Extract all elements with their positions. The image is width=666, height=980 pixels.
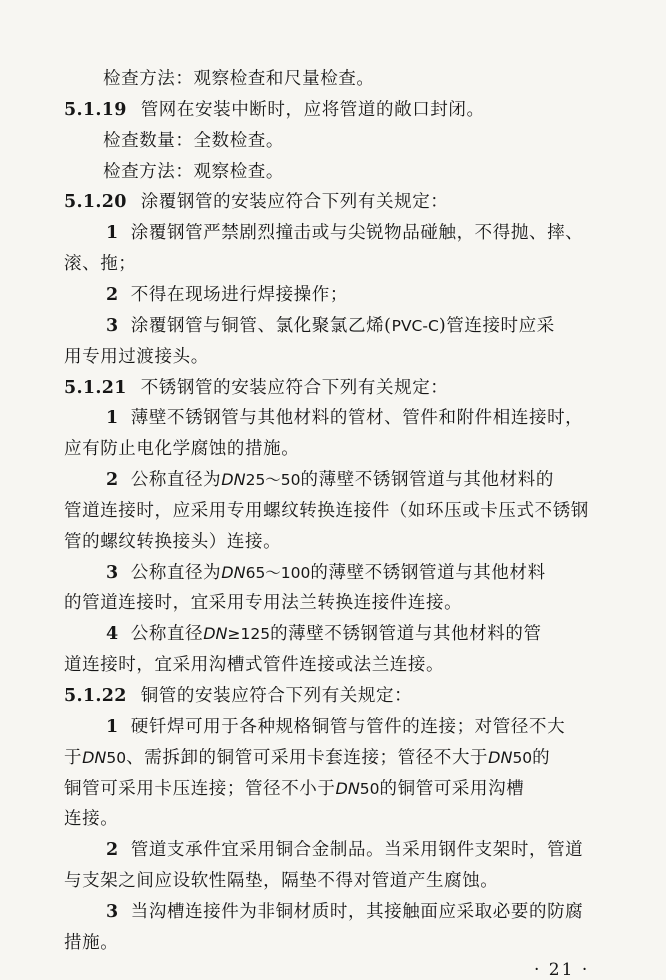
item-line: 3 当沟槽连接件为非铜材质时，其接触面应采取必要的防腐 [106,901,584,922]
dn-symbol: DN [203,624,228,644]
dn-symbol: DN [335,778,360,798]
page-number: · 21 · [534,959,590,980]
clause-5-1-19: 5.1.19 管网在安装中断时，应将管道的敞口封闭。 [64,99,485,120]
dn-symbol: DN [221,562,246,582]
text-line: 应有防止电化学腐蚀的措施。 [64,439,300,460]
text-line: 道连接时，宜采用沟槽式管件连接或法兰连接。 [64,655,445,676]
text-line: 与支架之间应设软性隔垫，隔垫不得对管道产生腐蚀。 [64,871,499,891]
item-line: 2 不得在现场进行焊接操作； [106,284,348,305]
clause-5-1-21: 5.1.21 不锈钢管的安装应符合下列有关规定： [64,377,449,398]
item-line: 1 硬钎焊可用于各种规格铜管与管件的连接；对管径不大 [106,716,566,737]
clause-number: 5.1.19 [64,99,127,120]
item-line: 4 公称直径DN≥125的薄壁不锈钢管道与其他材料的管 [106,624,542,645]
text-line: 检查数量：全数检查。 [103,130,284,151]
dn-symbol: DN [488,747,513,767]
item-number: 1 [106,223,119,244]
clause-number: 5.1.22 [64,685,127,706]
clause-number: 5.1.20 [64,192,127,213]
item-line: 1 涂覆钢管严禁剧烈撞击或与尖锐物品碰触，不得抛、摔、 [106,223,584,244]
text-line: 铜管可采用卡压连接；管径不小于DN50的铜管可采用沟槽 [64,778,525,799]
text-line: 于DN50、需拆卸的铜管可采用卡套连接；管径不大于DN50的 [64,747,551,768]
item-number: 2 [106,840,119,861]
item-line: 2 公称直径为DN25～50的薄壁不锈钢管道与其他材料的 [106,470,554,490]
dn-symbol: DN [221,470,246,489]
text-line: 管的螺纹转换接头）连接。 [64,531,282,552]
clause-number: 5.1.21 [64,377,127,398]
text-line: 措施。 [64,932,119,953]
item-number: 3 [106,562,119,583]
text-line: 管道连接时，应采用专用螺纹转换连接件（如环压或卡压式不锈钢 [64,500,589,521]
clause-5-1-22: 5.1.22 铜管的安装应符合下列有关规定： [64,685,413,706]
item-line: 1 薄壁不锈钢管与其他材料的管材、管件和附件相连接时， [106,408,584,429]
item-line: 3 公称直径为DN65～100的薄壁不锈钢管道与其他材料 [106,562,546,583]
text-line: 连接。 [64,809,119,830]
text-line: 检查方法：观察检查和尺量检查。 [103,69,375,89]
item-line: 3 涂覆钢管与铜管、氯化聚氯乙烯(PVC-C)管连接时应采 [106,315,555,336]
item-number: 2 [106,470,119,490]
text-line: 的管道连接时，宜采用专用法兰转换连接件连接。 [64,593,463,614]
item-line: 2 管道支承件宜采用铜合金制品。当采用钢件支架时，管道 [106,840,584,861]
item-number: 1 [106,716,119,737]
text-line: 检查方法：观察检查。 [103,161,284,182]
clause-5-1-20: 5.1.20 涂覆钢管的安装应符合下列有关规定： [64,192,449,213]
text-line: 滚、拖； [64,254,137,275]
text-line: 用专用过渡接头。 [64,346,209,367]
item-number: 2 [106,284,119,305]
dn-symbol: DN [82,747,107,767]
item-number: 4 [106,624,119,645]
item-number: 3 [106,315,119,336]
item-number: 1 [106,408,119,429]
item-number: 3 [106,901,119,922]
